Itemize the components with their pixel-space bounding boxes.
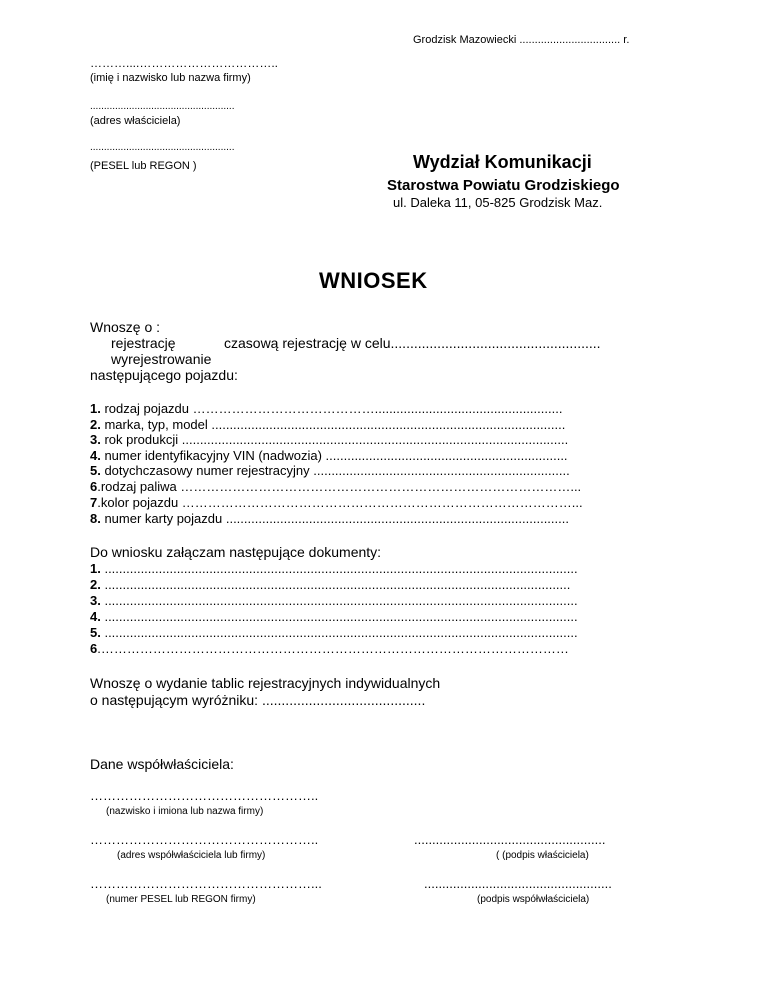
coowner-address-dots: …………………………………………….. (90, 832, 319, 847)
vehicle-field: 4. numer identyfikacyjny VIN (nadwozia) ................................................................... (90, 448, 568, 463)
document-line: 1. ................................................................................................................................... (90, 561, 578, 576)
vehicle-field: 3. rok produkcji ........................................................................................................... (90, 432, 569, 447)
plates-line-2: o następującym wyróżniku: .......................................... (90, 692, 426, 708)
office-name: Starostwa Powiatu Grodziskiego (387, 177, 620, 194)
coowner-name-label: (nazwisko i imiona lub nazwa firmy) (106, 806, 264, 817)
document-line: 4. ................................................................................................................................... (90, 609, 578, 624)
coowner-name-dots: …………………………………………….. (90, 788, 319, 803)
owner-signature-label: ( (podpis właściciela) (496, 850, 589, 861)
option-temporary-registration: czasową rejestrację w celu...................................................... (224, 335, 601, 351)
coowner-address-label: (adres współwłaściciela lub firmy) (117, 850, 266, 861)
plates-line-1: Wnoszę o wydanie tablic rejestracyjnych indywidualnych (90, 675, 441, 691)
vehicle-field: 6.rodzaj paliwa ………………………………………………………………………………... (90, 479, 582, 494)
applicant-name-label: (imię i nazwisko lub nazwa firmy) (90, 72, 251, 84)
vehicle-field: 2. marka, typ, model .................................................................................................. (90, 417, 566, 432)
document-line: 2. ................................................................................................................................. (90, 577, 571, 592)
office-address: ul. Daleka 11, 05-825 Grodzisk Maz. (393, 195, 603, 210)
request-closing: następującego pojazdu: (90, 367, 238, 383)
owner-address-dots: .................................................... (90, 101, 235, 112)
coowner-signature-dots: .................................................... (424, 876, 612, 891)
owner-signature-dots: ..................................................... (414, 832, 606, 847)
coowner-pesel-dots: ……………………………………………... (90, 876, 322, 891)
place-date-line: Grodzisk Mazowiecki ................................. r. (413, 34, 630, 46)
coowner-signature-label: (podpis współwłaściciela) (477, 894, 590, 905)
option-registration: rejestrację (111, 335, 176, 351)
applicant-name-dots: ………....…………………………….. (90, 56, 279, 70)
vehicle-field: 5. dotychczasowy numer rejestracyjny ....................................................................... (90, 463, 570, 478)
request-intro: Wnoszę o : (90, 319, 161, 335)
document-line: 6.……………………………………………………………………………………………… (90, 641, 569, 656)
vehicle-field: 8. numer karty pojazdu ............................................................................................... (90, 511, 569, 526)
document-line: 3. ................................................................................................................................... (90, 593, 578, 608)
pesel-dots: .................................................... (90, 142, 235, 153)
vehicle-field: 7.kolor pojazdu ………………………………………………………………………………... (90, 495, 583, 510)
coowner-pesel-label: (numer PESEL lub REGON firmy) (106, 894, 256, 905)
documents-intro: Do wniosku załączam następujące dokumenty: (90, 544, 382, 560)
option-deregistration: wyrejestrowanie (111, 351, 212, 367)
owner-address-label: (adres właściciela) (90, 115, 181, 127)
vehicle-field: 1. rodzaj pojazdu …………………………………….................................................... (90, 401, 563, 416)
page-title: WNIOSEK (319, 268, 428, 293)
office-department: Wydział Komunikacji (413, 152, 592, 172)
document-line: 5. ................................................................................................................................... (90, 625, 578, 640)
coowner-heading: Dane współwłaściciela: (90, 756, 234, 772)
pesel-label: (PESEL lub REGON ) (90, 160, 197, 172)
